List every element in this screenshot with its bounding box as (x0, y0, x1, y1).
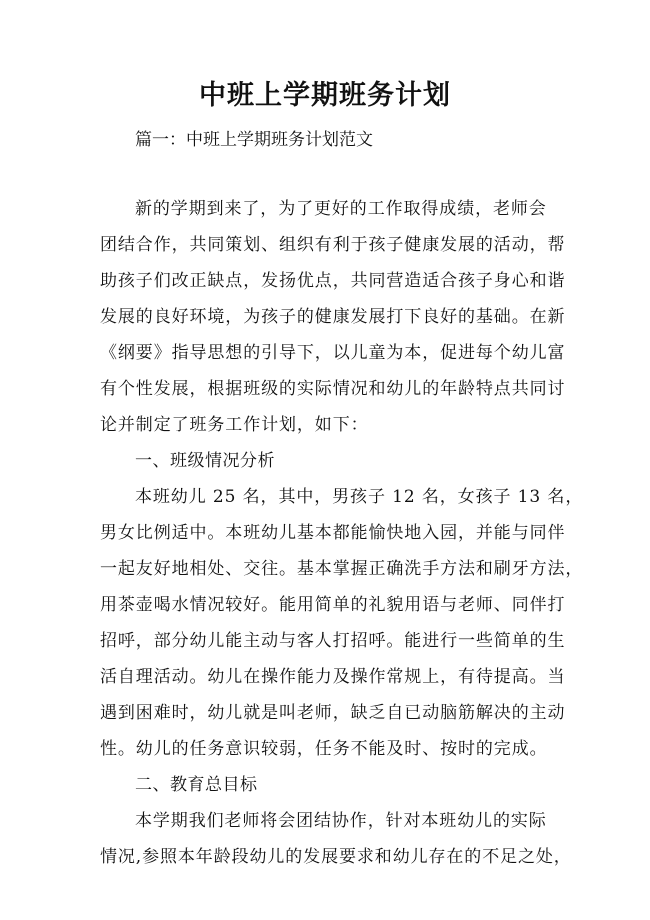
paragraph-line: 男女比例适中。本班幼儿基本都能愉快地入园，并能与同伴 (100, 523, 566, 543)
paragraph-line: 本学期我们老师将会团结协作，针对本班幼儿的实际 (135, 811, 547, 831)
paragraph-line: 《纲要》指导思想的引导下，以儿童为本，促进每个幼儿富 (100, 343, 566, 363)
section-heading: 一、班级情况分析 (135, 451, 275, 471)
paragraph-line: 发展的良好环境，为孩子的健康发展打下良好的基础。在新 (100, 307, 566, 327)
document-title: 中班上学期班务计划 (199, 80, 451, 111)
paragraph-line: 招呼，部分幼儿能主动与客人打招呼。能进行一些简单的生 (100, 631, 566, 651)
document-subtitle: 篇一：中班上学期班务计划范文 (135, 130, 373, 150)
paragraph-line: 活自理活动。幼儿在操作能力及操作常规上，有待提高。当 (100, 667, 566, 687)
paragraph-line: 性。幼儿的任务意识较弱，任务不能及时、按时的完成。 (100, 739, 548, 759)
paragraph-line: 用茶壶喝水情况较好。能用简单的礼貌用语与老师、同伴打 (100, 595, 566, 615)
paragraph-line: 一起友好地相处、交往。基本掌握正确洗手方法和刷牙方法， (100, 559, 584, 579)
paragraph-line: 情况,参照本年龄段幼儿的发展要求和幼儿存在的不足之处， (100, 847, 572, 867)
paragraph-line: 团结合作，共同策划、组织有利于孩子健康发展的活动，帮 (100, 235, 566, 255)
paragraph-line: 本班幼儿 25 名，其中，男孩子 12 名，女孩子 13 名， (135, 487, 584, 507)
paragraph-line: 助孩子们改正缺点，发扬优点，共同营造适合孩子身心和谐 (100, 271, 566, 291)
paragraph-line: 有个性发展，根据班级的实际情况和幼儿的年龄特点共同讨 (100, 379, 566, 399)
paragraph-line: 新的学期到来了，为了更好的工作取得成绩，老师会 (135, 199, 547, 219)
paragraph-line: 遇到困难时，幼儿就是叫老师，缺乏自已动脑筋解决的主动 (100, 703, 566, 723)
section-heading: 二、教育总目标 (135, 775, 258, 795)
paragraph-line: 论并制定了班务工作计划，如下： (100, 415, 369, 435)
